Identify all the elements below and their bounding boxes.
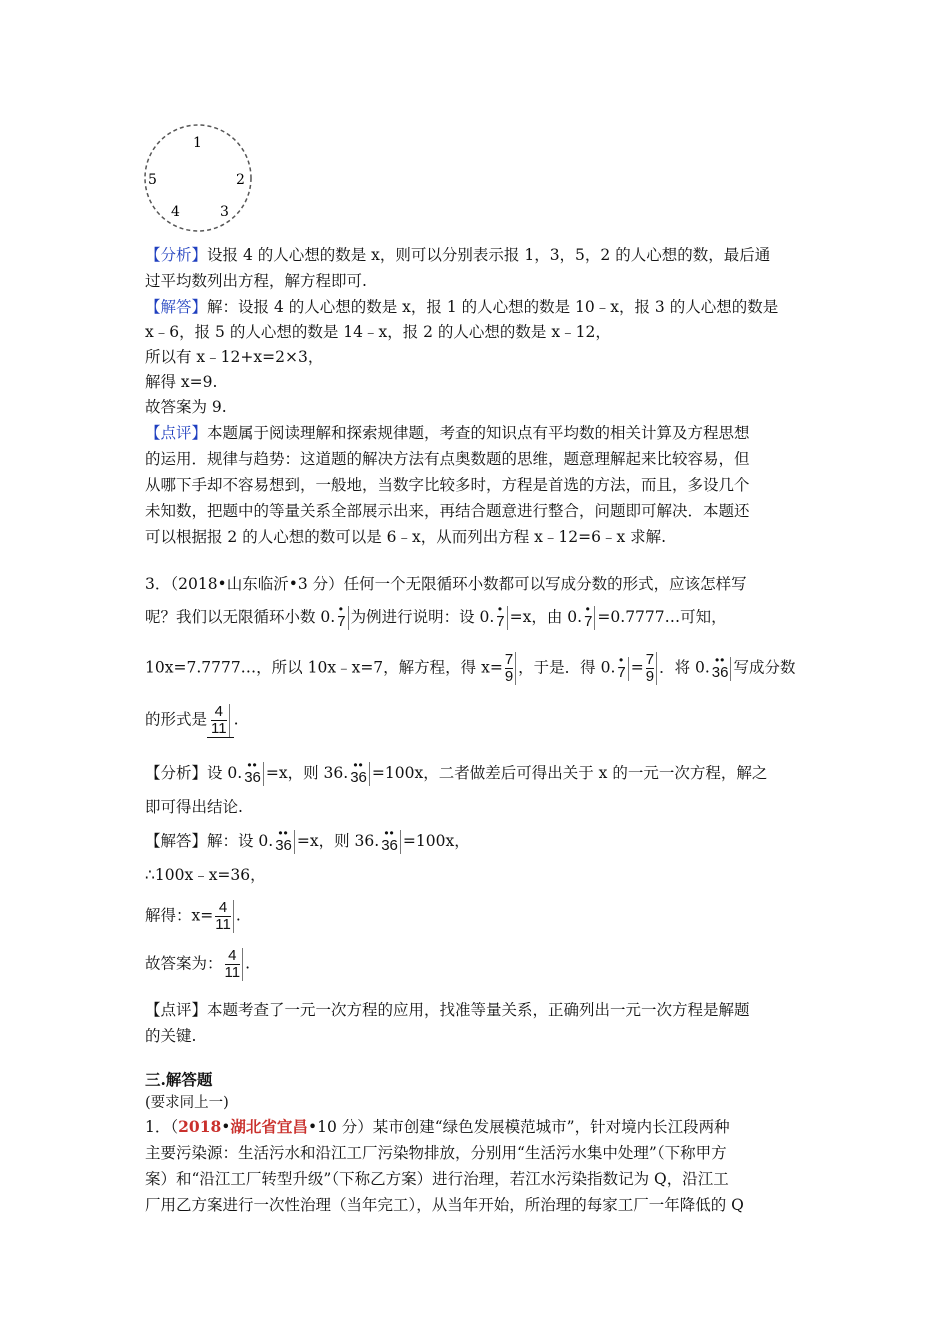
fraction-4-11: $\frac{4}{11}$: [225, 948, 244, 981]
q2-comment-line-3: 从哪下手却不容易想到，一般地，当数字比较多时，方程是首选的方法，而且，多设几个: [145, 476, 750, 494]
q2-answer-line-5: 故答案为 9.: [145, 398, 227, 416]
repeating-36: •• 36: [275, 830, 295, 854]
diagram-label-4: 4: [171, 204, 180, 220]
q2-answer-line-1: 【解答】解：设报 4 的人心想的数是 x，报 1 的人心想的数是 10﹣x，报 3 的人心想的数是: [145, 298, 779, 316]
q3-stem-line-4: 的形式是 $\frac{4}{11}$ .: [145, 703, 239, 737]
answer-blank: [207, 704, 234, 738]
repeating-36: •• 36: [712, 657, 732, 681]
q2-comment-line-5: 可以根据报 2 的人心想的数可以是 6﹣x，从而列出方程 x﹣12=6﹣x 求解.: [145, 528, 667, 546]
q2-answer-line-2: x﹣6，报 5 的人心想的数是 14﹣x，报 2 的人心想的数是 x﹣12，: [145, 323, 611, 341]
diagram-label-3: 3: [220, 204, 229, 220]
section-note: (要求同上一): [145, 1095, 229, 1111]
s3-q1-line-4: 厂用乙方案进行一次性治理（当年完工），从当年开始，所治理的每家工厂一年降低的 Q: [145, 1196, 744, 1214]
fraction-4-11: $\frac{4}{11}$: [215, 900, 234, 933]
q3-analysis-line-1: 【分析】设 0. •• 36 =x，则 36. •• 36 =100x，二者做差后可得出关于 x 的一元一次方程，解之: [145, 758, 768, 786]
diagram-label-2: 2: [236, 172, 245, 188]
comment-tag: 【点评】: [145, 424, 208, 442]
repeating-36: •• 36: [381, 830, 401, 854]
s3-q1-line-1: 1．（2018•湖北省宜昌•10 分）某市创建“绿色发展模范城市”，针对境内长江段两种: [145, 1117, 730, 1136]
q3-answer-line-2: ∴100x﹣x=36，: [145, 866, 266, 884]
s3-q1-line-3: 案）和“沿江工厂转型升级”（下称乙方案）进行治理，若江水污染指数记为 Q，沿江工: [145, 1170, 729, 1188]
fraction-7-9: $\frac{7}{9}$: [646, 652, 657, 685]
q2-comment-line-1: 【点评】本题属于阅读理解和探索规律题，考查的知识点有平均数的相关计算及方程思想: [145, 424, 750, 442]
s3-q1-line-2: 主要污染源：生活污水和沿江工厂污染物排放，分别用“生活污水集中处理”（下称甲方: [145, 1144, 727, 1162]
diagram-label-5: 5: [148, 172, 157, 188]
section-title: 三.解答题: [145, 1070, 213, 1089]
circle-diagram: [140, 122, 258, 234]
analysis-tag: 【分析】: [145, 246, 208, 264]
q2-analysis-line-2: 过平均数列出方程，解方程即可.: [145, 272, 367, 290]
q3-comment-line-1: 【点评】本题考查了一元一次方程的应用，找准等量关系，正确列出一元一次方程是解题: [145, 1001, 750, 1019]
q3-answer-line-1: 【解答】解：设 0. •• 36 =x，则 36. •• 36 =100x，: [145, 826, 470, 854]
q2-analysis-line-1: 【分析】设报 4 的人心想的数是 x，则可以分别表示报 1，3，5，2 的人心想的数，最后通: [145, 246, 771, 264]
diagram-label-1: 1: [193, 135, 202, 151]
q2-answer-line-4: 解得 x=9.: [145, 373, 218, 391]
q3-answer-line-3: 解得：x= $\frac{4}{11}$ .: [145, 899, 241, 933]
q2-comment-line-4: 未知数，把题中的等量关系全部展示出来，再结合题意进行整合，问题即可解决．本题还: [145, 502, 750, 520]
fraction-7-9: $\frac{7}{9}$: [505, 652, 516, 685]
repeating-7: • 7: [617, 657, 628, 681]
place-highlight: 湖北省宜昌: [230, 1117, 308, 1136]
q2-answer-line-3: 所以有 x﹣12+x=2×3，: [145, 348, 324, 366]
repeating-7: • 7: [584, 606, 595, 630]
q3-analysis-line-2: 即可得出结论.: [145, 798, 243, 816]
repeating-36: •• 36: [350, 762, 370, 786]
q3-stem-line-1: 3．（2018•山东临沂•3 分）任何一个无限循环小数都可以写成分数的形式，应该怎样写: [145, 575, 747, 593]
q3-stem-line-2: 呢？我们以无限循环小数 0. • 7 为例进行说明：设 0. • 7 =x，由 0. • 7 =0.7777…可知，: [145, 602, 727, 630]
q3-answer-line-4: 故答案为： $\frac{4}{11}$ .: [145, 947, 251, 981]
fraction-4-11: $\frac{4}{11}$: [211, 704, 230, 737]
q2-comment-line-2: 的运用．规律与趋势：这道题的解决方法有点奥数题的思维，题意理解起来比较容易，但: [145, 450, 750, 468]
repeating-7: • 7: [496, 606, 507, 630]
answer-tag: 【解答】: [145, 298, 208, 316]
q3-comment-line-2: 的关键.: [145, 1027, 197, 1045]
repeating-36: •• 36: [244, 762, 264, 786]
repeating-7: • 7: [337, 606, 348, 630]
year-highlight: 2018: [178, 1117, 222, 1136]
q3-stem-line-3: 10x=7.7777…，所以 10x﹣x=7，解方程，得 x= $\frac{7}{9}$ ，于是．得 0. • 7 = $\frac{7}{9}$ ．将 0. •• 36 写成分数: [145, 651, 796, 685]
